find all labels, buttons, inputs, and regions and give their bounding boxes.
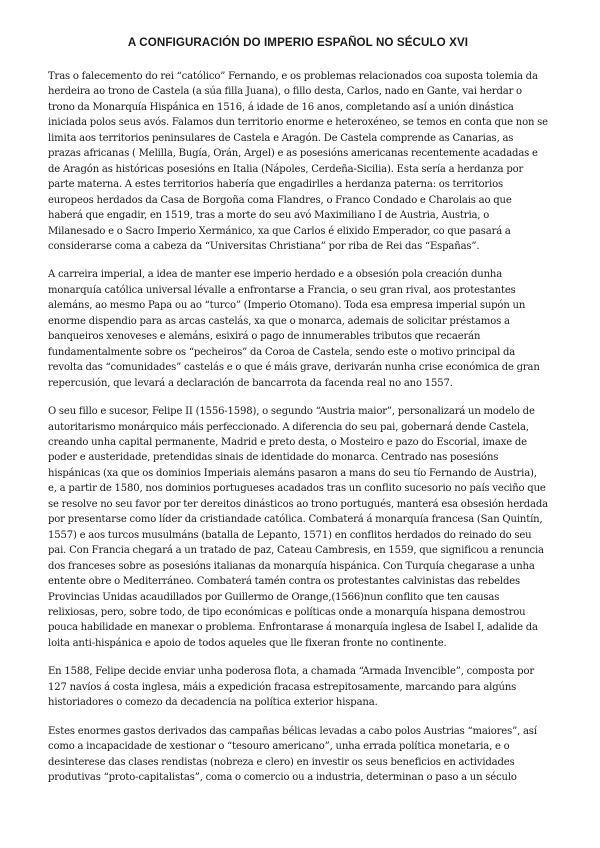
document-page	[48, 36, 548, 798]
paragraph-felipe-ii: O seu fillo e sucesor, Felipe II (1556-1598), o segundo “Austria maior”, personalizará un modelo de autoritarismo monárquico máis perfeccionado. A diferencia do seu pai, gobernará dende Castela, creando unha capital permanente, Madrid e preto desta, o Mosteiro e pazo do Escorial, imaxe de poder e austeridade, pretendidas sinais de identidade do monarca. Centrado nas posesións hispánicas (xa que os dominios Imperiais alemáns pasaron a mans do seu tío Fernando de Austria), e, a partir de 1580, nos dominios portugueses acadados tras un conflito sucesorio no país veciño que se resolve no seu favor por ter dereitos dinásticos ao trono portugués, manterá esa obsesión herdada por presentarse como líder da cristiandade católica. Combaterá á monarquía francesa (San Quintín, 1557) e aos turcos musulmáns (batalla de Lepanto, 1571) en conflitos herdados do reinado do seu pai. Con Francia chegará a un tratado de paz, Cateau Cambresis, en 1559, que significou a renuncia dos franceses sobre as posesións italianas da monarquía hispánica. Con Turquía chegarase a unha entente obre o Mediterráneo. Combaterá tamén contra os protestantes calvinistas das rebeldes Provincias Unidas acaudillados por Guillermo de Orange,(1566)nun conflito que ten causas relixiosas, pero, sobre todo, de tipo económicas e políticas onde a monarquía hispana demostrou pouca habilidade en manexar o problema. Enfrontarase á monarquía inglesa de Isabel I, adalide da loita anti-hispánica e apoio de todos aqueles que lle fixeran fronte no continente.	[48, 406, 548, 649]
paragraph-invincible-armada: En 1588, Felipe decide enviar unha poderosa flota, a chamada “Armada Invencible”, composta por 127 navíos á costa inglesa, máis a expedición fracasa estrepitosamente, marcando para algúns historiadores o comezo da decadencia na política exterior hispana.	[48, 666, 534, 709]
document-title: A CONFIGURACIÓN DO IMPERIO ESPAÑOL NO SÉCULO XVI	[127, 36, 469, 49]
paragraph-war-expenses: Estes enormes gastos derivados das campañas bélicas levadas a cabo polos Austrias “maiores”, así como a incapacidade de xestionar o “tesouro americano”, unha errada política monetaria, e o desinterese das clases rendistas (nobreza e clero) en investir os seus beneficios en actividades produtivas “proto-capitalistas”, coma o comercio ou a industria, determinan o paso a un século	[48, 725, 537, 784]
paragraph-imperial-career: A carreira imperial, a idea de manter ese imperio herdado e a obsesión pola creación dunha monarquía católica universal lévalle a enfrontarse a Francia, o seu gran rival, aos protestantes alemáns, ao mesmo Papa ou ao “turco” (Imperio Otomano). Toda esa empresa imperial supón un enorme dispendio para as arcas castelás, xa que o monarca, ademais de solicitar préstamos a banqueiros xenoveses e alemáns, esixirá o pago de innumerables tributos que recaerán fundamentalmente sobre os “pecheiros” da Coroa de Castela, sendo este o motivo principal da revolta das “comunidades” castelás e o que é máis grave, derivarán nunha crise económica de gran repercusión, que levará a declaración de bancarrota da facenda real no ano 1557.	[48, 269, 540, 389]
paragraph-carlos-inheritance: Tras o falecemento do rei “católico” Fernando, e os problemas relacionados coa suposta tolemia da herdeira ao trono de Castela (a súa filla Juana), o fillo desta, Carlos, nado en Gante, vai herdar o trono da Monarquía Hispánica en 1516, á idade de 16 anos, completando así a unión dinástica iniciada polos seus avós. Falamos dun territorio enorme e heteroxéneo, se temos en conta que non se limita aos territorios peninsulares de Castela e Aragón. De Castela comprende as Canarias, as prazas africanas ( Melilla, Bugía, Orán, Argel) e as posesións americanas recentemente acadadas e de Aragón as históricas posesións en Italia (Nápoles, Cerdeña-Sicilia). Esta sería a herdanza por parte materna. A estes territorios habería que engadirlles a herdanza paterna: os territorios europeos herdados da Casa de Borgoña coma Flandres, o Franco Condado e Charolais ao que haberá que engadir, en 1519, tras a morte do seu avó Maximiliano I de Austria, Austria, o Milanesado e o Sacro Imperio Xermánico, xa que Carlos é elixido Emperador, co que pasará a considerarse coma a cabeza da “Universitas Christiana” por riba de Rei das “Españas”.	[48, 71, 548, 252]
